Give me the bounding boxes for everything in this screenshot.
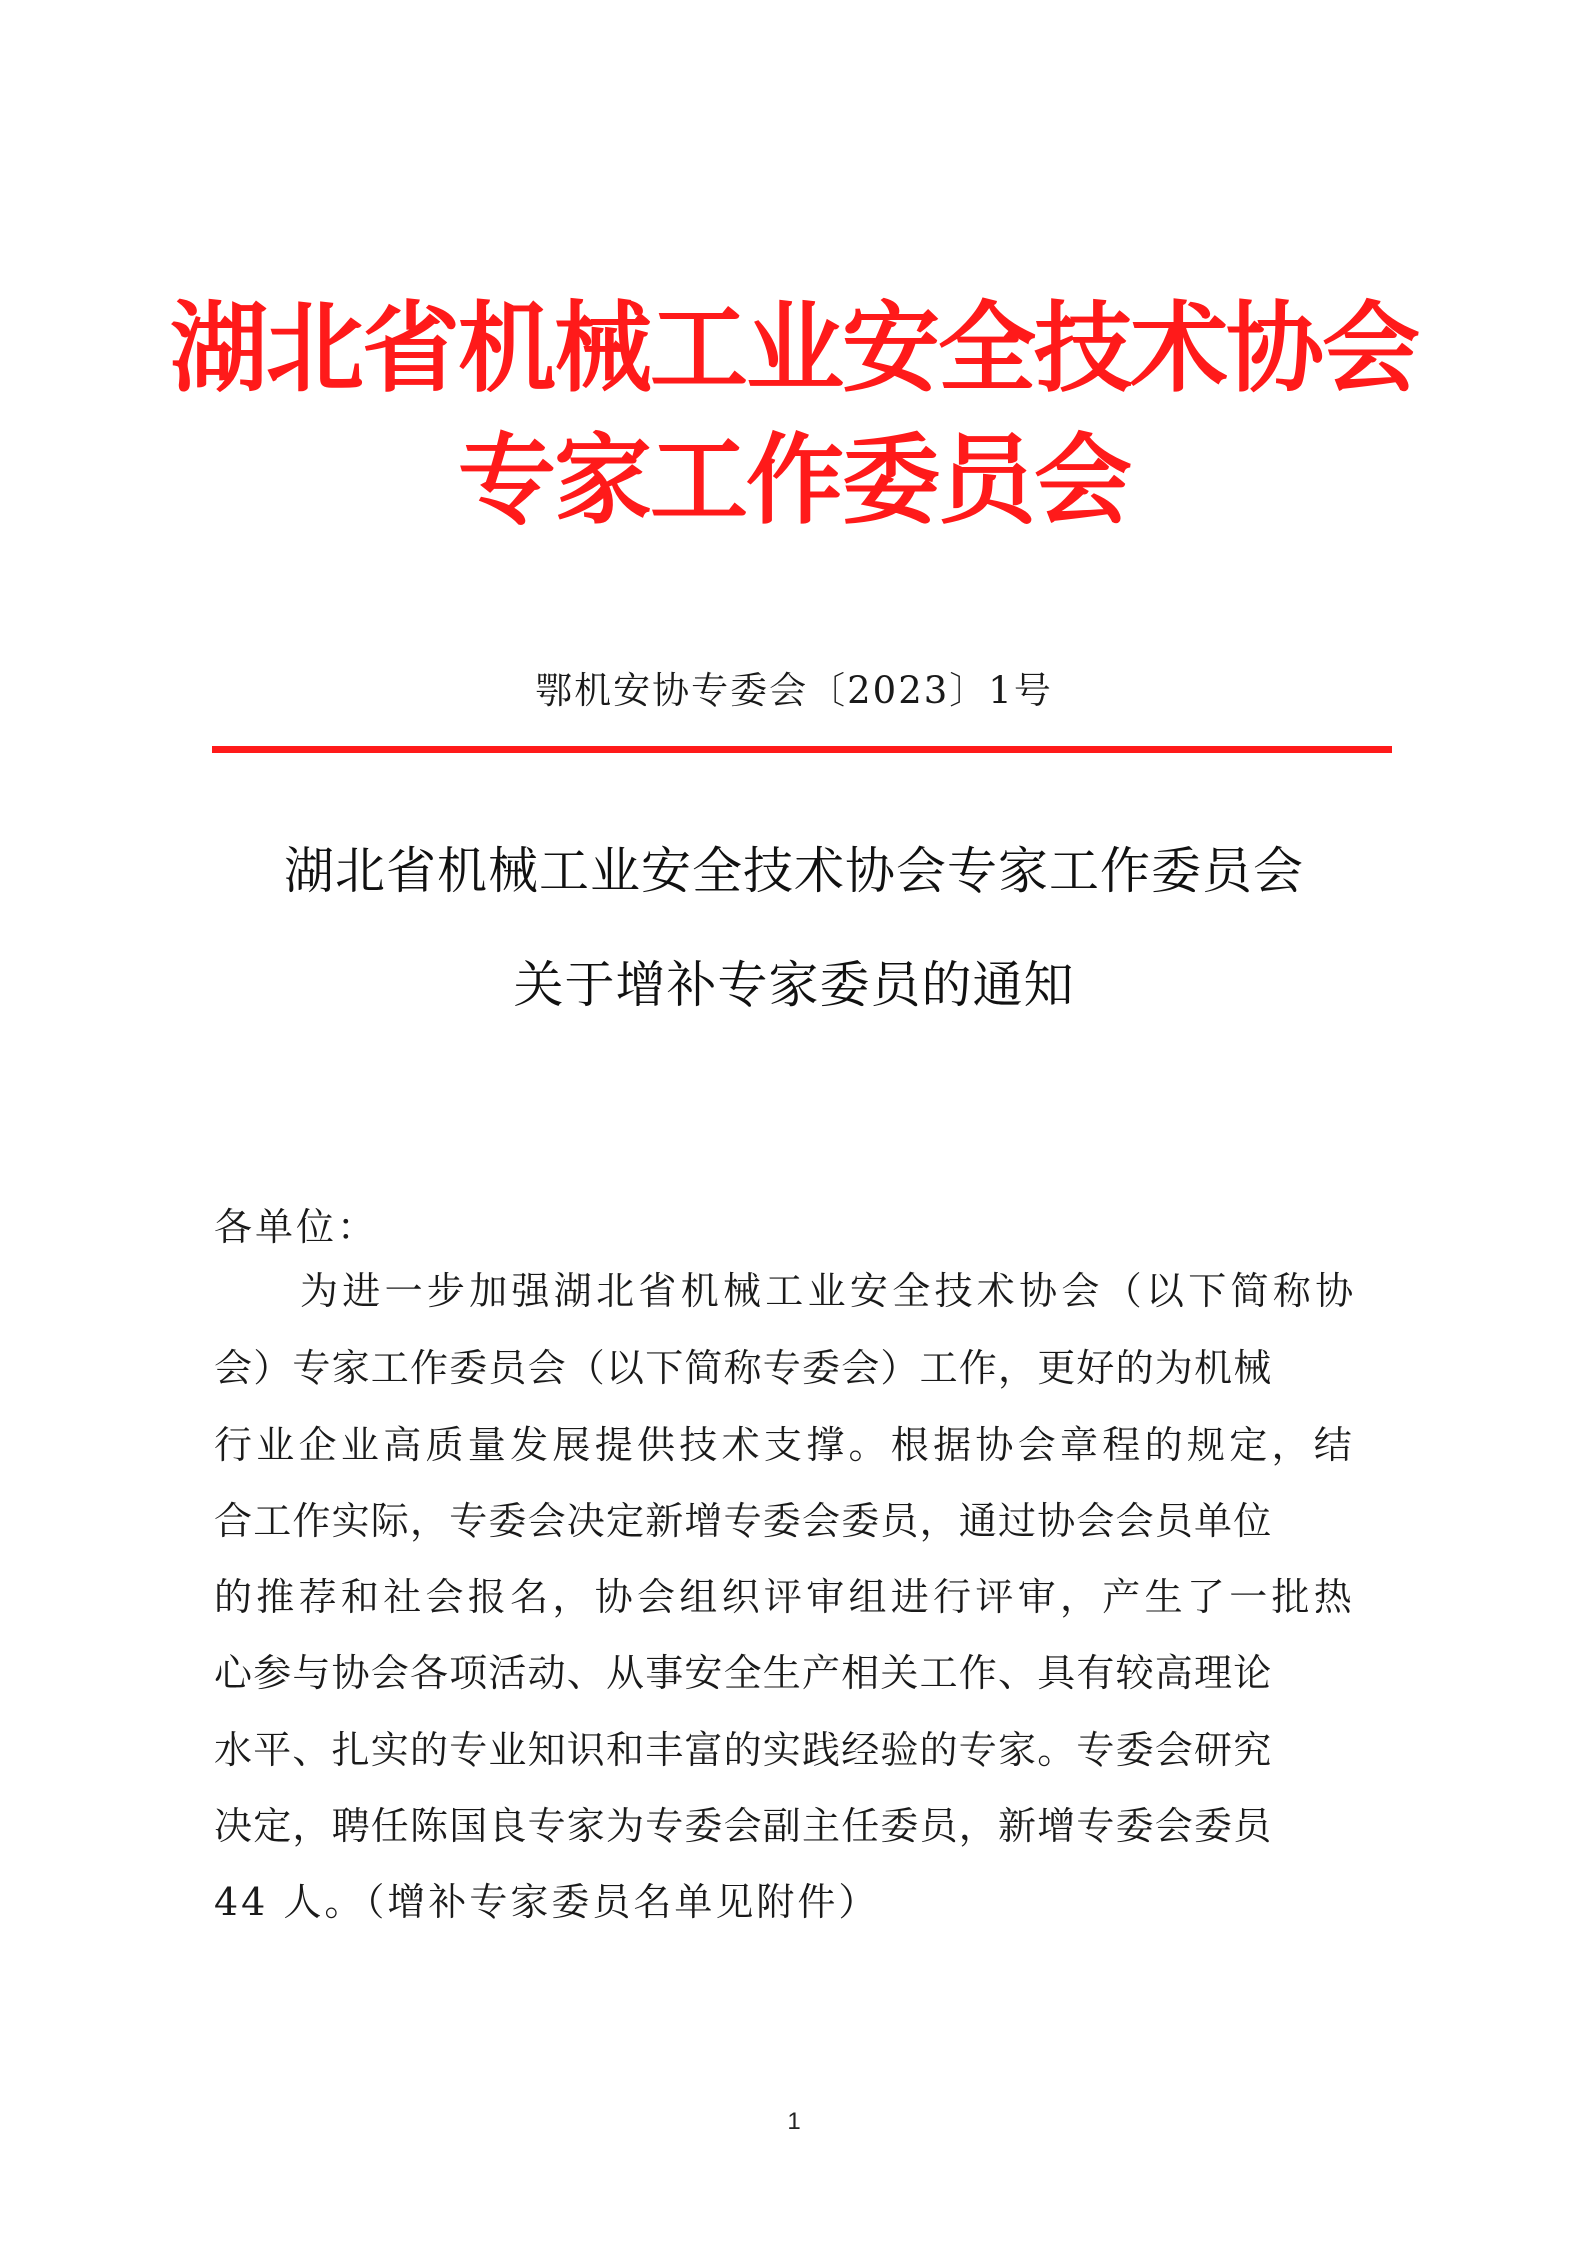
body-line-4: 合工作实际，专委会决定新增专委会委员，通过协会会员单位 <box>214 1499 1273 1543</box>
masthead-line-2: 专家工作委员会 <box>457 423 1130 538</box>
salutation: 各单位： <box>214 1205 379 1249</box>
notice-title-line-1: 湖北省机械工业安全技术协会专家工作委员会 <box>284 842 1304 900</box>
body-line-3: 行业企业高质量发展提供技术支撑。根据协会章程的规定，结 <box>214 1423 1357 1467</box>
body-line-6: 心参与协会各项活动、从事安全生产相关工作、具有较高理论 <box>214 1651 1273 1695</box>
body-line-7: 水平、扎实的专业知识和丰富的实践经验的专家。专委会研究 <box>214 1728 1273 1772</box>
body-line-5: 的推荐和社会报名，协会组织评审组进行评审，产生了一批热 <box>214 1575 1357 1619</box>
red-divider-rule <box>212 746 1392 753</box>
masthead-line-1: 湖北省机械工业安全技术协会 <box>169 291 1418 406</box>
body-line-2: 会）专家工作委员会（以下简称专委会）工作，更好的为机械 <box>214 1346 1273 1390</box>
notice-title-line-2: 关于增补专家委员的通知 <box>513 956 1075 1014</box>
page-number: 1 <box>787 2108 801 2135</box>
body-line-8: 决定，聘任陈国良专家为专委会副主任委员，新增专委会委员 <box>214 1804 1273 1848</box>
body-line-9: 44 人。（增补专家委员名单见附件） <box>214 1880 880 1924</box>
document-number: 鄂机安协专委会〔2023〕1号 <box>535 669 1053 712</box>
body-line-1: 为进一步加强湖北省机械工业安全技术协会（以下简称协 <box>300 1269 1358 1313</box>
